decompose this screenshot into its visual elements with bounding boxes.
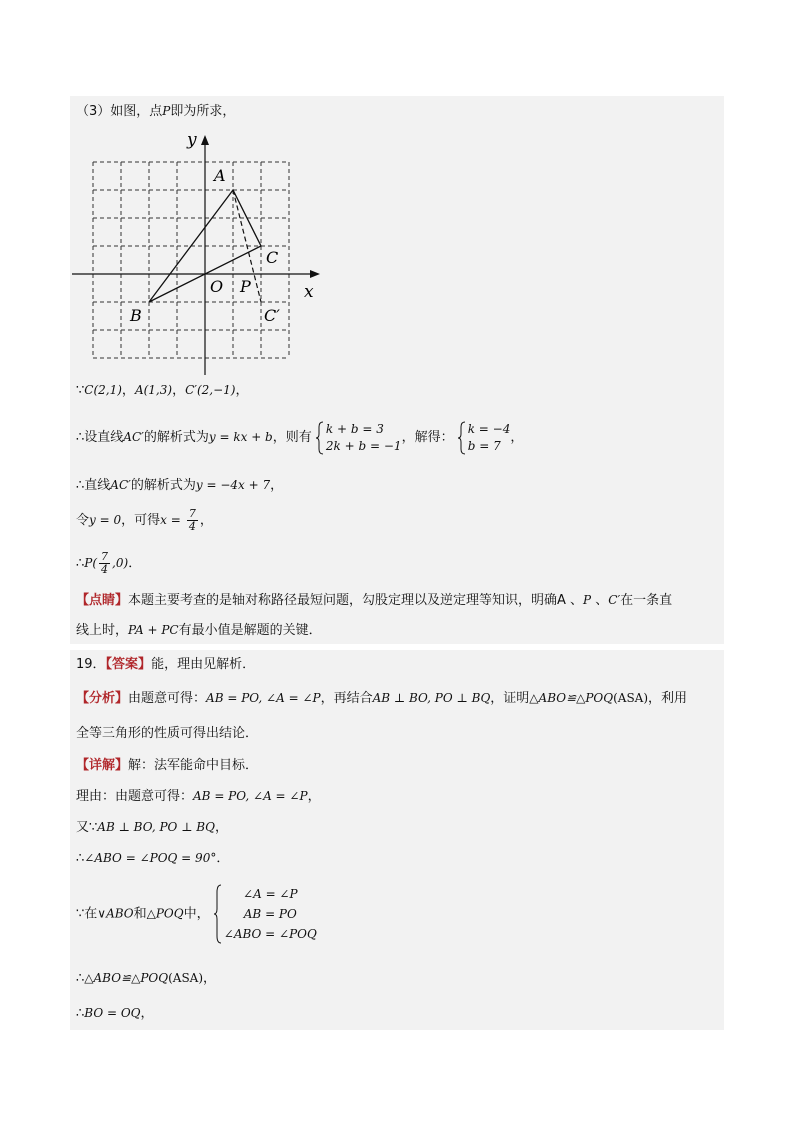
angle-line: ∴∠ABO = ∠POQ = 90°． — [76, 851, 230, 866]
y-axis-arrow — [201, 135, 209, 145]
line-result: ∴直线AC′的解析式为y = −4x + 7， — [76, 478, 284, 493]
label-o: O — [210, 277, 224, 296]
label-p: P — [240, 277, 251, 296]
triangle-condition-system: ∠A = ∠P AB = PO ∠ABO = ∠POQ — [214, 884, 317, 944]
label-y: y — [187, 130, 197, 150]
x-axis-arrow — [310, 270, 320, 278]
let-y-zero: 令y = 0，可得x = $\frac{7}{4}$ ， — [76, 507, 213, 533]
reason-line: 理由：由题意可得：AB = PO, ∠A = ∠P， — [76, 789, 321, 804]
label-c-prime: C′ — [264, 306, 280, 325]
label-b: B — [130, 306, 142, 325]
equation-system-2: k = −4 b = 7 — [458, 421, 511, 455]
dianjing-line-1: 【点睛】本题主要考查的是轴对称路径最短问题，勾股定理以及逆定理等知识，明确A 、P 、C′在一条直 — [76, 593, 673, 608]
set-line-equation: ∴设直线AC′的解析式为y = kx + b，则有 k + b = 3 2k + b = −1 ，解得： k = −4 b = 7 ， — [76, 421, 524, 453]
xiangjie-line: 【详解】解：法军能命中目标． — [76, 758, 259, 773]
part3-line: （3）如图，点P即为所求， — [76, 104, 236, 119]
coords-line: ∵C(2,1)，A(1,3)，C′(2,−1)， — [76, 383, 249, 398]
in-triangle-line: ∵在∨ABO和△POQ中， ∠A = ∠P AB = PO ∠ABO = ∠POQ — [76, 884, 317, 944]
equation-system-1: k + b = 3 2k + b = −1 — [316, 421, 402, 455]
label-a: A — [214, 166, 226, 185]
fenxi-line-2: 全等三角形的性质可得出结论． — [76, 726, 259, 741]
also-line: 又∵AB ⊥ BO, PO ⊥ BQ， — [76, 820, 228, 835]
fraction-7-4: $\frac{7}{4}$ — [188, 507, 196, 533]
fenxi-line-1: 【分析】由题意可得：AB = PO, ∠A = ∠P，再结合AB ⊥ BO, PO ⊥ BQ，证明△ABO≌△POQ(ASA)，利用 — [76, 691, 688, 706]
bo-oq-line: ∴BO = OQ， — [76, 1006, 154, 1021]
label-c: C — [266, 248, 279, 267]
congruence-line: ∴△ABO≌△POQ(ASA)， — [76, 971, 217, 986]
label-x: x — [304, 282, 314, 302]
coordinate-figure — [70, 125, 330, 375]
point-p: ∴P( $\frac{7}{4}$ ,0)． — [76, 550, 142, 576]
dianjing-line-2: 线上时，PA + PC有最小值是解题的关键． — [76, 623, 322, 638]
q19-answer: 19．【答案】能，理由见解析． — [76, 657, 256, 672]
grid — [93, 162, 289, 358]
fraction-p: $\frac{7}{4}$ — [101, 550, 109, 576]
